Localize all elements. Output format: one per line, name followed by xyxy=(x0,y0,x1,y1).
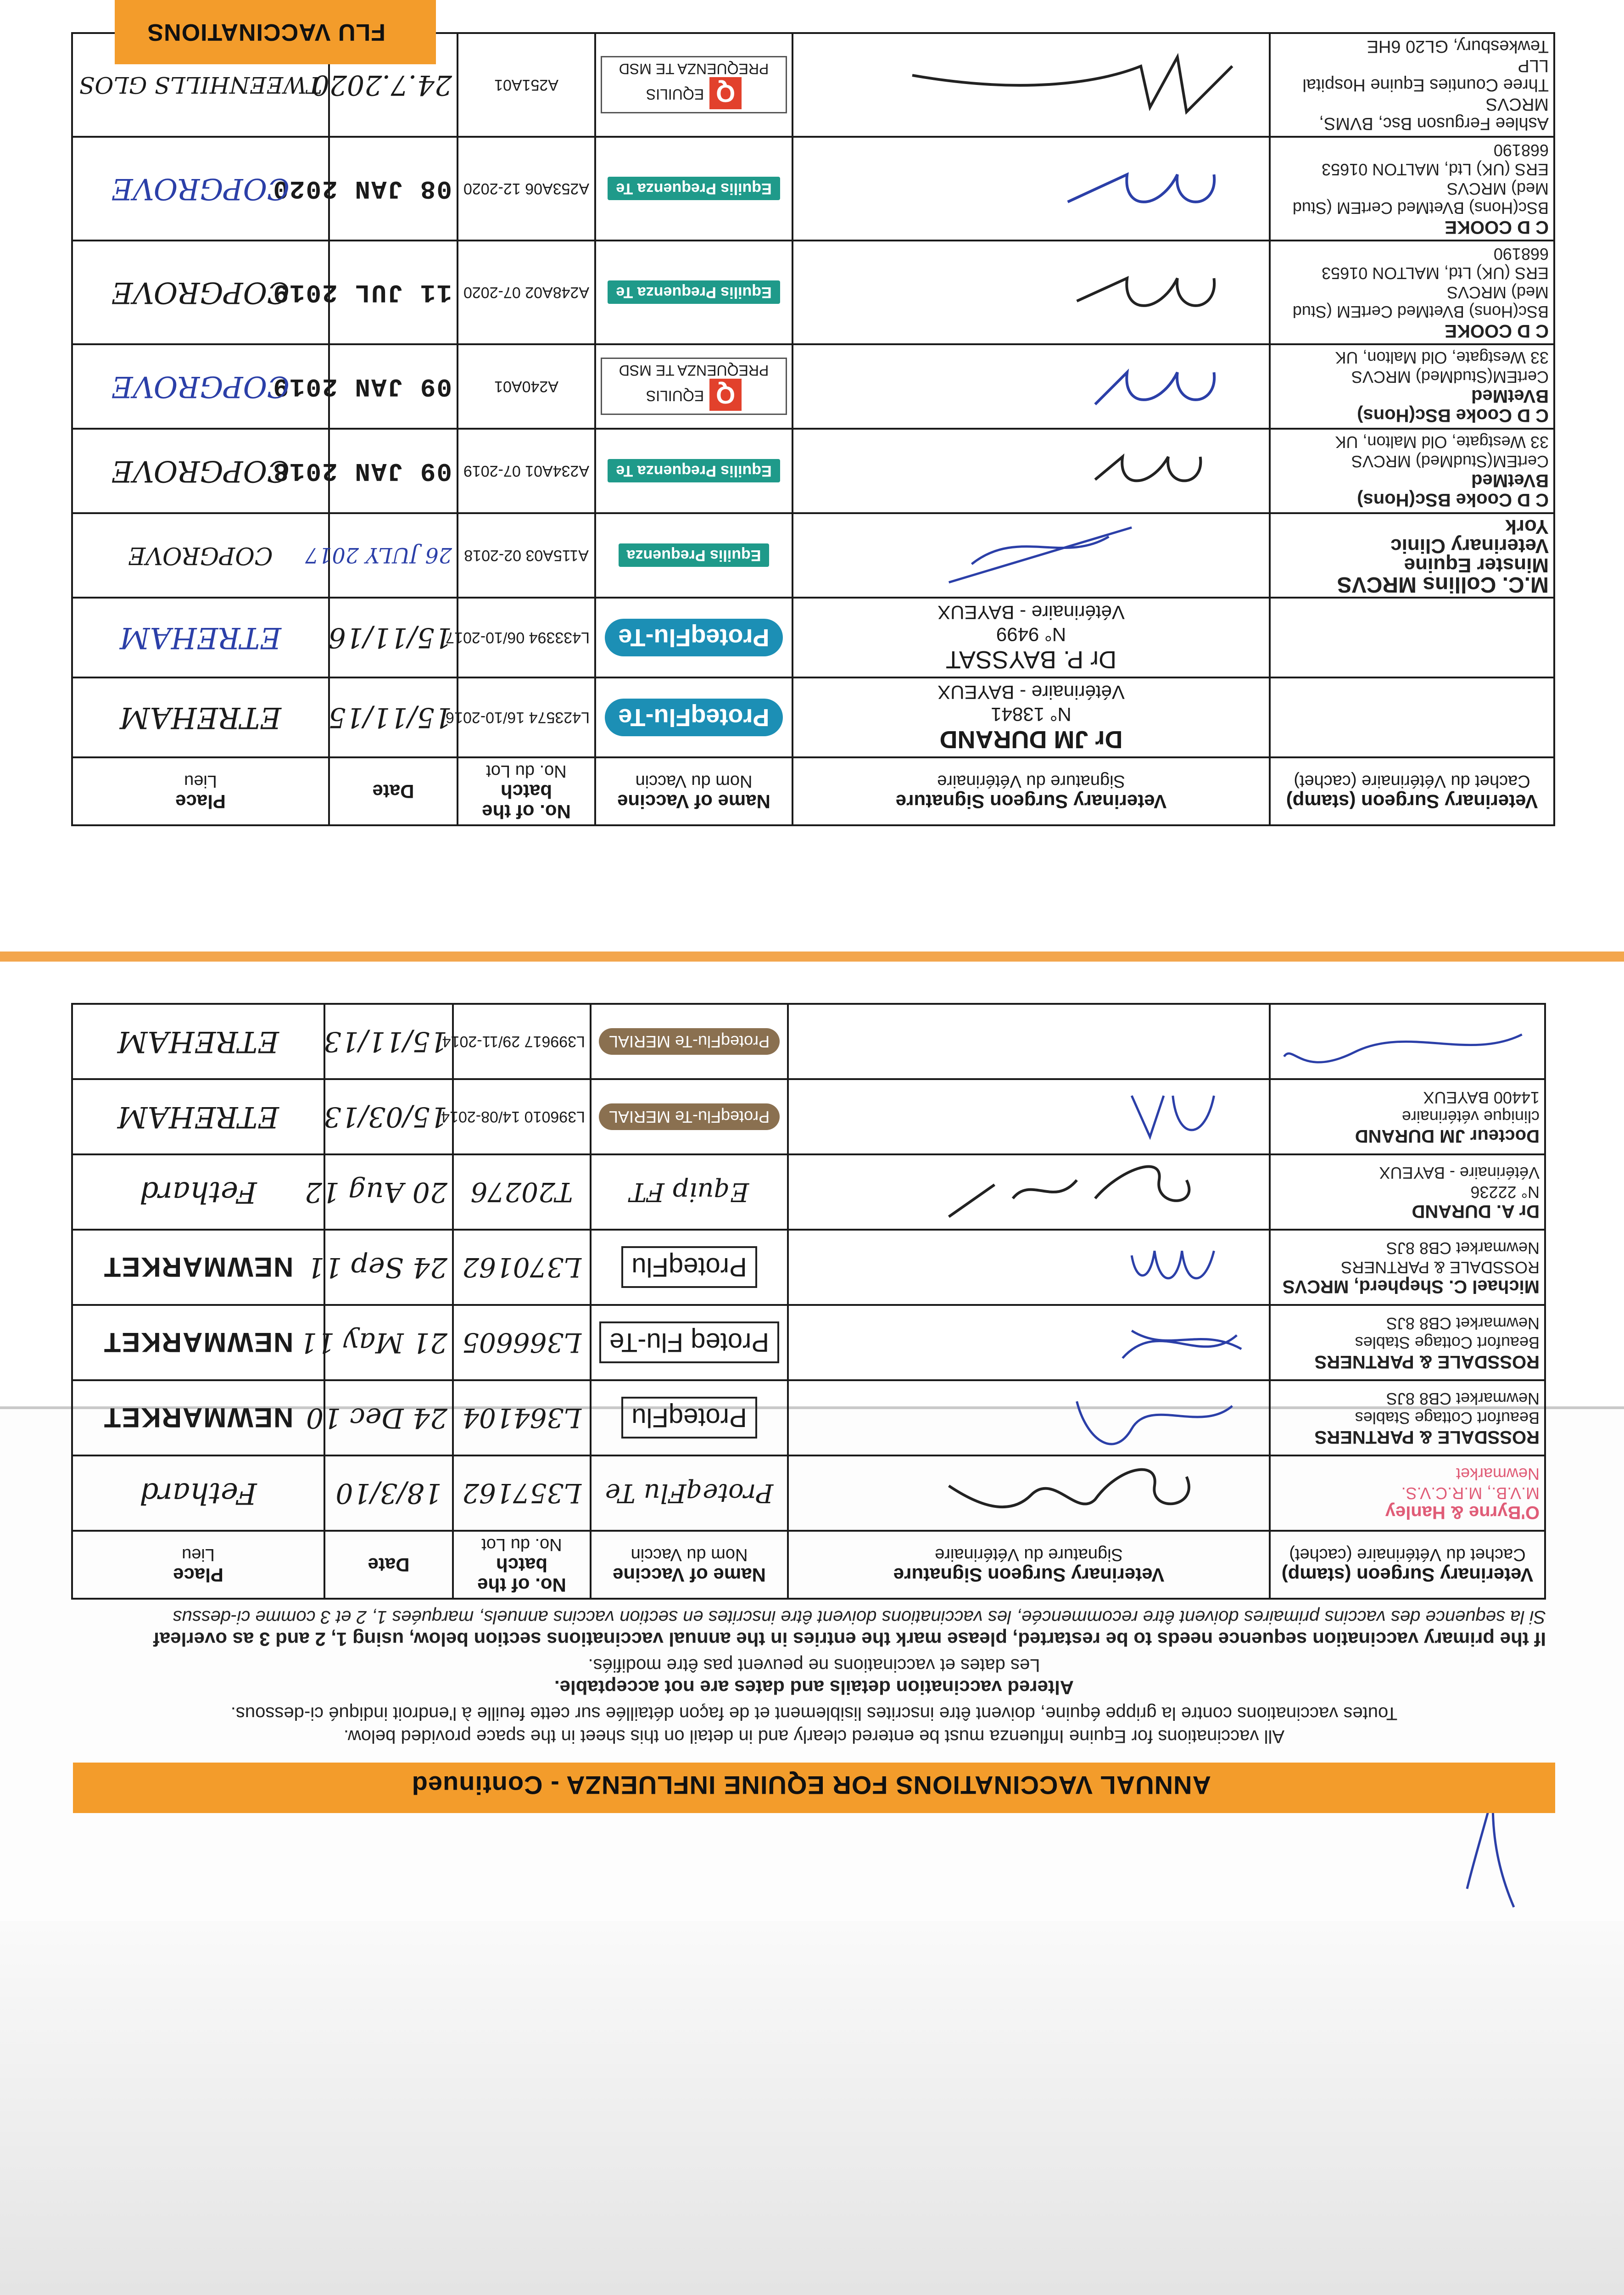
vet-signature xyxy=(792,33,1270,137)
column-header-date: Date xyxy=(329,757,458,825)
vaccination-date: 26 JULY 2017 xyxy=(329,513,458,598)
signature-scribble xyxy=(789,1080,1269,1153)
batch-number: L357162 xyxy=(453,1455,591,1531)
vaccine-name: ProteqFlu xyxy=(591,1380,788,1455)
vet-signature xyxy=(792,513,1270,598)
signature-scribble xyxy=(793,430,1269,512)
vaccine-name xyxy=(595,137,792,241)
table-row xyxy=(72,137,1554,241)
vaccination-place: TWEENHILLS GLOS xyxy=(72,33,329,137)
vaccination-place: COPGROVE xyxy=(72,429,329,513)
annual-section-heading: ANNUAL VACCINATIONS FOR EQUINE INFLUENZA - Continued xyxy=(411,1771,1211,1800)
batch-number: L423574 16/10-2016 xyxy=(458,677,595,757)
vet-stamp: C D Cooke BSc(Hons) BVetMed CertEM(StudMed) MRCVS 33 Westgate, Old Malton, UK xyxy=(1270,429,1554,513)
column-header-stamp: Veterinary Surgeon (stamp) Cachet du Vétérinaire (cachet) xyxy=(1270,1531,1545,1599)
column-header-stamp: Veterinary Surgeon (stamp) Cachet du Vétérinaire (cachet) xyxy=(1270,757,1554,825)
vet-stamp: Dr A. DURAND N° 22236 Vétérinaire - BAYEUX xyxy=(1270,1154,1545,1230)
signature-scribble xyxy=(789,1306,1269,1379)
vaccination-date: 15/11/16 xyxy=(329,598,458,677)
vaccine-name: Proteq Flu-Te xyxy=(591,1305,788,1380)
table-row xyxy=(72,344,1554,429)
vet-stamp: ROSSDALE & PARTNERS Beaufort Cottage Stables Newmarket CB8 8JS xyxy=(1270,1305,1545,1380)
batch-number: L399617 29/11-2014 xyxy=(453,1004,591,1079)
vet-signature xyxy=(788,1380,1270,1455)
vaccine-name xyxy=(591,1004,788,1079)
vaccine-label-sticker: QEQUILIS PREQUENZA TE MSD xyxy=(601,56,787,114)
flu-section-band xyxy=(115,0,436,64)
vaccination-place: NEWMARKET xyxy=(72,1305,324,1380)
vet-signature xyxy=(792,344,1270,429)
signature-scribble xyxy=(793,345,1269,428)
vaccine-name xyxy=(595,241,792,344)
column-header-vaccine: Name of Vaccine Nom du Vaccin xyxy=(595,757,792,825)
vaccination-date: 24.7.2020 xyxy=(329,33,458,137)
vaccine-name: Equip FT xyxy=(591,1154,788,1230)
vet-signature: Dr JM DURAND N° 13841 Vétérinaire - BAYEUX xyxy=(792,677,1270,757)
vet-signature xyxy=(788,1230,1270,1305)
table-row xyxy=(72,1230,1545,1305)
vaccination-place: ETREHAM xyxy=(72,598,329,677)
column-header-date: Date xyxy=(324,1531,453,1599)
vet-stamp xyxy=(1270,677,1554,757)
vet-signature xyxy=(788,1154,1270,1230)
blank-page-margin xyxy=(0,1921,1624,2295)
vaccination-place: NEWMARKET xyxy=(72,1230,324,1305)
vet-stamp: M.C. Collins MRCVS Minster Equine Veterinary Clinic York xyxy=(1270,513,1554,598)
vaccination-date: 09 JAN 2018 xyxy=(329,429,458,513)
signature-scribble xyxy=(789,1456,1269,1530)
batch-number: A115A03 02-2018 xyxy=(458,513,595,598)
vaccination-place: COPGROVE xyxy=(72,344,329,429)
vaccination-place: ETREHAM xyxy=(72,1004,324,1079)
vaccination-date: 15/03/13 xyxy=(324,1079,453,1154)
vaccine-label-sticker: ProteqFlu-Te xyxy=(605,699,783,736)
instruction-line-6: Si la sequence des vaccins primaires doivent être recommencée, les vaccinations doivent être inscrites en section vaccins annuels, marquées 1, 2 et 3 comme ci-dessus xyxy=(173,1607,1546,1627)
vaccine-label-sticker: QEQUILIS PREQUENZA TE MSD xyxy=(601,358,787,415)
vaccine-label-sticker: Equilis Prequenza Te xyxy=(608,177,780,201)
table-row xyxy=(72,513,1554,598)
vet-stamp: C D Cooke BSc(Hons) BVetMed CertEM(StudMed) MRCVS 33 Westgate, Old Malton, UK xyxy=(1270,344,1554,429)
vaccine-name xyxy=(595,344,792,429)
table-row xyxy=(72,1079,1545,1154)
vaccination-place: COPGROVE xyxy=(72,513,329,598)
vaccine-name xyxy=(595,677,792,757)
vaccination-date: 08 JAN 2020 xyxy=(329,137,458,241)
vaccination-date: 24 Dec 10 xyxy=(324,1380,453,1455)
batch-number: L433394 06/10-2017 xyxy=(458,598,595,677)
vaccination-date: 11 JUL 2019 xyxy=(329,241,458,344)
instruction-line-4: Les dates et vaccinations ne peuvent pas être modifiés. xyxy=(588,1655,1040,1675)
vaccine-label-sticker: ProteqFlu-Te MERIAL xyxy=(599,1028,780,1055)
vet-signature: Dr P. BAYSSAT N° 9499 Vétérinaire - BAYEUX xyxy=(792,598,1270,677)
vet-stamp: Docteur JM DURAND clinique vétérinaire 14400 BAYEUX xyxy=(1270,1079,1545,1154)
table-header-row xyxy=(72,1531,1545,1599)
vaccination-place: ETREHAM xyxy=(72,1079,324,1154)
column-header-signature: Veterinary Surgeon Signature Signature du Vétérinaire xyxy=(792,757,1270,825)
vaccination-date: 15/11/13 xyxy=(324,1004,453,1079)
signature-scribble xyxy=(793,514,1269,597)
column-header-vaccine: Name of Vaccine Nom du Vaccin xyxy=(591,1531,788,1599)
vet-stamp: C D COOKE BSc(Hons) BVetMed CertEM (Stud Med) MRCVS ERS (UK) Ltd, MALTON 01653 668190 xyxy=(1270,137,1554,241)
vet-stamp: Ashlee Ferguson Bsc, BVMS, MRCVS Three Counties Equine Hospital LLP Tewkesbury, GL20 6HE xyxy=(1270,33,1554,137)
instruction-line-1: All vaccinations for Equine Influenza must be entered clearly and in detail on this sheet in the space provided below. xyxy=(343,1726,1285,1746)
batch-number: A240A01 xyxy=(458,344,595,429)
column-header-place: Place Lieu xyxy=(72,1531,324,1599)
msd-logo-icon: Q xyxy=(709,379,742,411)
flu-vaccinations-table xyxy=(71,32,1555,826)
vaccine-name: ProteqFlu Te xyxy=(591,1455,788,1531)
annual-section-band xyxy=(73,1763,1555,1813)
vaccination-place: NEWMARKET xyxy=(72,1380,324,1455)
signature-scribble xyxy=(789,1155,1269,1229)
table-row xyxy=(72,429,1554,513)
vaccine-name: ProteqFlu xyxy=(591,1230,788,1305)
signature-scribble xyxy=(789,1381,1269,1455)
vaccination-date: 09 JAN 2019 xyxy=(329,344,458,429)
vet-stamp xyxy=(1270,598,1554,677)
instruction-line-5: If the primary vaccination sequence needs to be restarted, please mark the entries in the annual vaccinations section below, using 1, 2 and 3 as overleaf xyxy=(153,1629,1546,1650)
vaccination-place: COPGROVE xyxy=(72,241,329,344)
signature-scribble xyxy=(789,1231,1269,1304)
table-row xyxy=(72,1305,1545,1380)
vaccine-name xyxy=(595,513,792,598)
table-row xyxy=(72,241,1554,344)
vaccination-place: Fethard xyxy=(72,1154,324,1230)
signature-scribble xyxy=(793,34,1269,136)
vet-stamp: Michael C. Shepherd, MRCVS ROSSDALE & PARTNERS Newmarket CB8 8JS xyxy=(1270,1230,1545,1305)
table-row xyxy=(72,1154,1545,1230)
batch-number: L366605 xyxy=(453,1305,591,1380)
column-header-batch: No. of the batch No. du Lot xyxy=(458,757,595,825)
batch-number: A253A06 12-2020 xyxy=(458,137,595,241)
table-row xyxy=(72,677,1554,757)
signature-scribble xyxy=(793,138,1269,240)
flu-section-heading: FLU VACCINATIONS xyxy=(147,19,385,45)
vet-signature xyxy=(792,137,1270,241)
instruction-line-2: Toutes vaccinations contre la grippe équine, doivent être inscrites lisiblement et de façon détaillée sur cette feuille à l'endroit indiqué ci-dessous. xyxy=(230,1703,1398,1724)
vaccination-date: 20 Aug 12 xyxy=(324,1154,453,1230)
vet-signature xyxy=(788,1455,1270,1531)
column-header-batch: No. of the batch No. du Lot xyxy=(453,1531,591,1599)
table-header-row xyxy=(72,757,1554,825)
batch-number: T20276 xyxy=(453,1154,591,1230)
vaccination-place: COPGROVE xyxy=(72,137,329,241)
batch-number: A248A02 07-2020 xyxy=(458,241,595,344)
vaccine-name xyxy=(591,1079,788,1154)
vaccine-label-sticker: Equilis Prequenza xyxy=(619,544,770,567)
vaccine-label-sticker: ProteqFlu-Te MERIAL xyxy=(599,1103,780,1130)
vet-signature xyxy=(792,241,1270,344)
table-row xyxy=(72,1455,1545,1531)
signature-scribble xyxy=(1275,1016,1540,1071)
vet-signature xyxy=(788,1004,1270,1079)
vaccine-label-sticker: ProteqFlu-Te xyxy=(605,619,783,656)
vaccination-date: 24 Sep 11 xyxy=(324,1230,453,1305)
batch-number: A234A01 07-2019 xyxy=(458,429,595,513)
vaccine-name xyxy=(595,598,792,677)
table-row xyxy=(72,1380,1545,1455)
vet-stamp xyxy=(1270,1004,1545,1079)
vaccination-date: 21 May 11 xyxy=(324,1305,453,1380)
batch-number: A251A01 xyxy=(458,33,595,137)
vet-signature xyxy=(788,1305,1270,1380)
vet-stamp: O'Byrne & Hanley M.V.B., M.R.C.V.S. Newmarket xyxy=(1270,1455,1545,1531)
vaccination-place: Fethard xyxy=(72,1455,324,1531)
batch-number: L370162 xyxy=(453,1230,591,1305)
vaccine-label-sticker: Equilis Prequenza Te xyxy=(608,281,780,304)
vaccination-place: ETREHAM xyxy=(72,677,329,757)
instruction-line-3: Altered vaccination details and dates are not acceptable. xyxy=(554,1677,1074,1698)
annual-vaccinations-table xyxy=(71,1003,1546,1600)
vet-signature xyxy=(792,429,1270,513)
vet-stamp: ROSSDALE & PARTNERS Beaufort Cottage Stables Newmarket CB8 8JS xyxy=(1270,1380,1545,1455)
column-header-signature: Veterinary Surgeon Signature Signature du Vétérinaire xyxy=(788,1531,1270,1599)
table-row xyxy=(72,598,1554,677)
signature-scribble xyxy=(793,241,1269,343)
vaccine-name xyxy=(595,33,792,137)
msd-logo-icon: Q xyxy=(709,78,742,110)
table-row xyxy=(72,1004,1545,1079)
batch-number: L396010 14/08-2014 xyxy=(453,1079,591,1154)
vaccine-name xyxy=(595,429,792,513)
vet-stamp: C D COOKE BSc(Hons) BVetMed CertEM (Stud Med) MRCVS ERS (UK) Ltd, MALTON 01653 668190 xyxy=(1270,241,1554,344)
page-fold-edge xyxy=(0,952,1624,962)
column-header-place: Place Lieu xyxy=(72,757,329,825)
vaccine-label-sticker: Equilis Prequenza Te xyxy=(608,459,780,483)
vaccination-date: 18/3/10 xyxy=(324,1455,453,1531)
batch-number: L364104 xyxy=(453,1380,591,1455)
vet-signature xyxy=(788,1079,1270,1154)
vaccination-date: 15/11/15 xyxy=(329,677,458,757)
